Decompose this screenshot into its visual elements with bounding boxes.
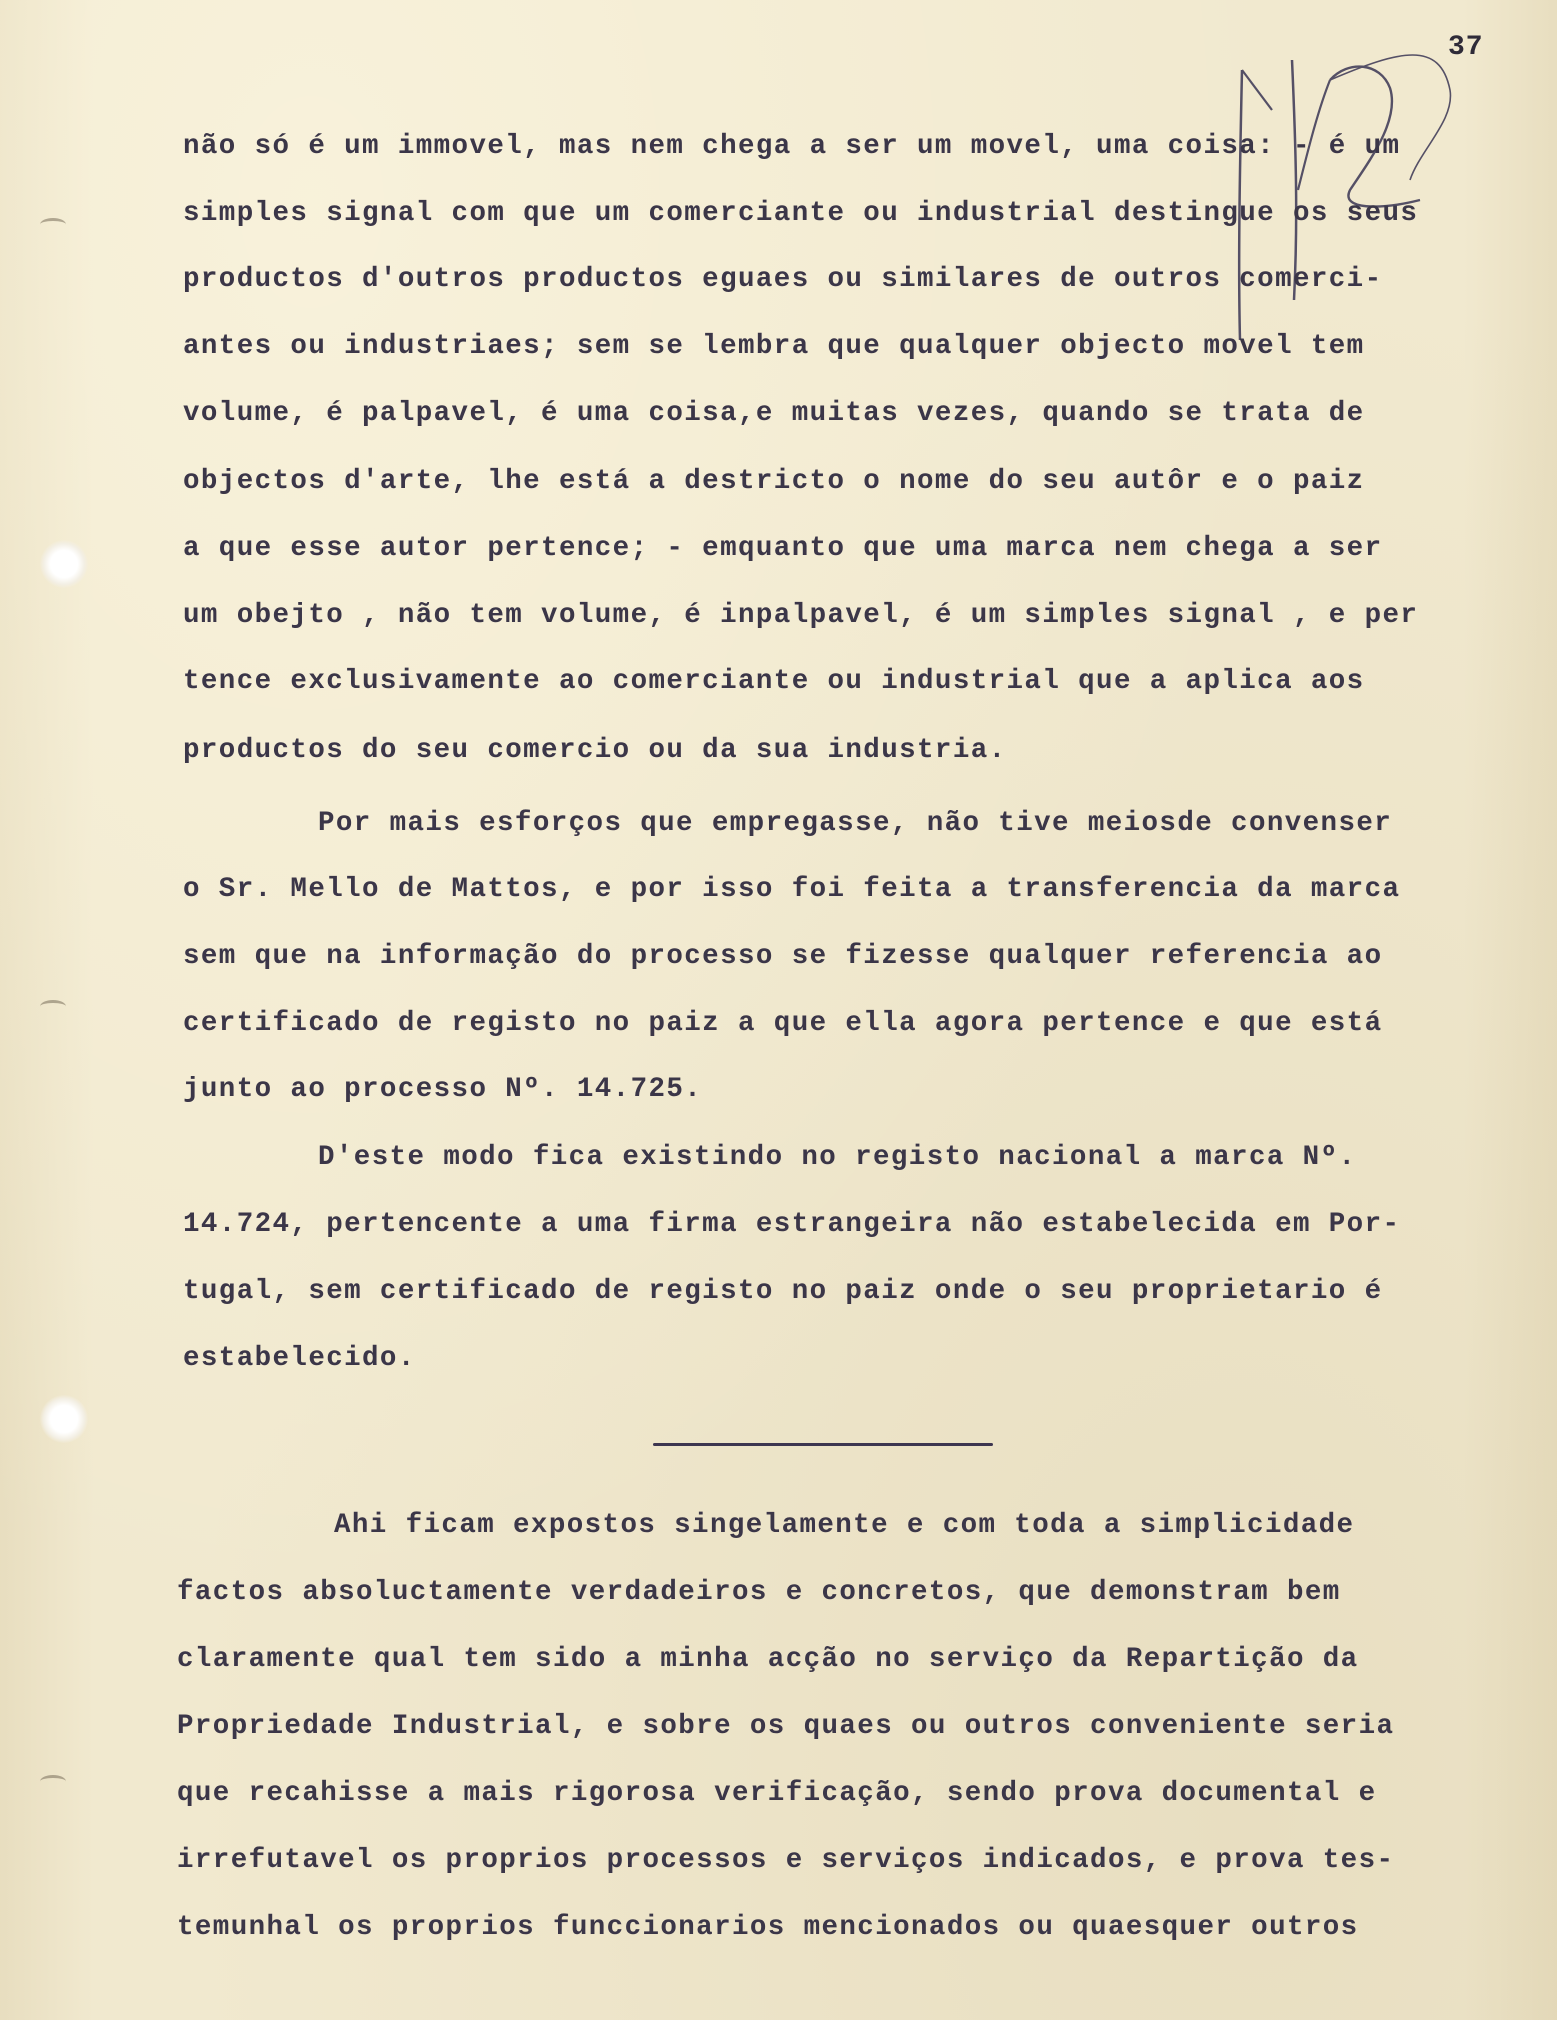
margin-mark [40,218,66,231]
text-line: volume, é palpavel, é uma coisa,e muitas vezes, quando se trata de [183,398,1365,429]
handwritten-annotation [1180,40,1480,340]
text-line: objectos d'arte, lhe está a destricto o nome do seu autôr e o paiz [183,466,1365,497]
text-line: productos do seu comercio ou da sua industria. [183,735,1007,766]
text-line: irrefutavel os proprios processos e serviços indicados, e prova tes- [177,1845,1395,1876]
text-line: Por mais esforços que empregasse, não tive meiosde convenser [318,808,1393,839]
text-line: certificado de registo no paiz a que ella agora pertence e que está [183,1008,1383,1039]
text-line: antes ou industriaes; sem se lembra que qualquer objecto movel tem [183,331,1365,362]
page-number: 37 [1448,32,1484,63]
section-divider [653,1443,993,1446]
text-line: productos d'outros productos eguaes ou similares de outros comerci- [183,264,1383,295]
text-line: simples signal com que um comerciante ou industrial destingue os seus [183,198,1419,229]
punch-hole [40,540,88,588]
text-line: tugal, sem certificado de registo no paiz onde o seu proprietario é [183,1276,1383,1307]
text-line: tence exclusivamente ao comerciante ou industrial que a aplica aos [183,666,1365,697]
text-line: um obejto , não tem volume, é inpalpavel, é um simples signal , e per [183,600,1419,631]
text-line: sem que na informação do processo se fizesse qualquer referencia ao [183,941,1383,972]
punch-hole [40,1395,88,1443]
text-line: claramente qual tem sido a minha acção no serviço da Repartição da [177,1644,1359,1675]
margin-mark [40,1775,66,1788]
text-line: não só é um immovel, mas nem chega a ser um movel, uma coisa: - é um [183,131,1401,162]
text-line: D'este modo fica existindo no registo nacional a marca Nº. [318,1142,1357,1173]
text-line: 14.724, pertencente a uma firma estrangeira não estabelecida em Por- [183,1209,1401,1240]
text-line: factos absoluctamente verdadeiros e concretos, que demonstram bem [177,1577,1341,1608]
text-line: o Sr. Mello de Mattos, e por isso foi feita a transferencia da marca [183,874,1401,905]
text-line: Ahi ficam expostos singelamente e com toda a simplicidade [334,1510,1355,1541]
margin-mark [40,1000,66,1013]
text-line: estabelecido. [183,1343,416,1374]
text-line: que recahisse a mais rigorosa verificação, sendo prova documental e [177,1778,1377,1809]
text-line: a que esse autor pertence; - emquanto que uma marca nem chega a ser [183,533,1383,564]
text-line: temunhal os proprios funccionarios mencionados ou quaesquer outros [177,1912,1359,1943]
text-line: junto ao processo Nº. 14.725. [183,1074,703,1105]
text-line: Propriedade Industrial, e sobre os quaes ou outros conveniente seria [177,1711,1395,1742]
